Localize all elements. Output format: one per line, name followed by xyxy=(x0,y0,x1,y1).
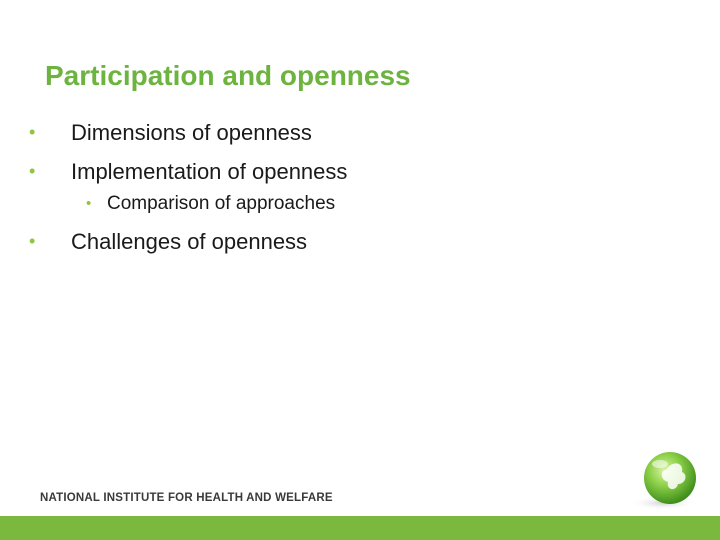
bullet-marker: • xyxy=(29,231,36,251)
organization-name: NATIONAL INSTITUTE FOR HEALTH AND WELFARE xyxy=(40,492,333,504)
sub-bullet-item xyxy=(86,193,336,215)
bullet-marker: • xyxy=(86,195,92,212)
bullet-text: Dimensions of openness xyxy=(71,120,312,145)
bullet-item xyxy=(29,159,348,185)
slide-title: Participation and openness xyxy=(45,60,411,91)
bullet-text: Comparison of approaches xyxy=(107,193,336,214)
globe-logo-icon xyxy=(626,448,700,512)
bullet-marker: • xyxy=(29,122,36,142)
bullet-marker: • xyxy=(29,161,36,181)
bullet-text: Implementation of openness xyxy=(71,159,348,184)
bullet-item xyxy=(29,120,312,146)
bullet-item xyxy=(29,229,308,255)
bullet-text: Challenges of openness xyxy=(71,229,308,254)
bottom-accent-bar xyxy=(0,516,720,540)
